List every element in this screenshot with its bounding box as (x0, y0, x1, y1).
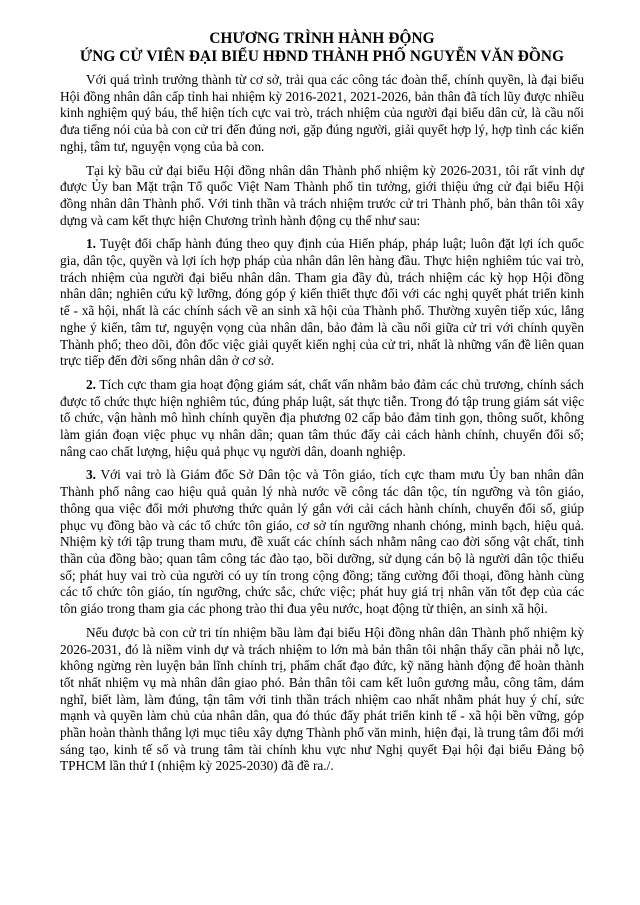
commitment-number: 2. (86, 376, 97, 392)
commitment-number: 3. (86, 467, 97, 483)
document-subtitle: ỨNG CỬ VIÊN ĐẠI BIỂU HĐND THÀNH PHỐ NGUYỄN VĂN ĐỒNG (79, 48, 565, 65)
closing-paragraph: Nếu được bà con cử tri tín nhiệm bầu làm đại biểu Hội đồng nhân dân Thành phố nhiệm kỳ 2026-2031, đó là niềm vinh dự và trách nhiệm to lớn mà bản thân tôi nhận thấy cần phải nỗ lực, không ngừng rèn luyện bản lĩnh chính trị, phẩm chất đạo đức, kỹ năng hành động để hoàn thành tốt nhất nhiệm vụ mà nhân dân giao phó. Bản thân tôi cam kết luôn gương mẫu, công tâm, dám nghĩ, biết làm, làm đúng, tận tâm với tinh thần trách nhiệm cao nhất nhằm phát huy ý chí, sức mạnh và quyền làm chủ của nhân dân, qua đó thúc đẩy phát triển kinh tế - xã hội bền vững, góp phần hoàn thành thắng lợi mục tiêu xây dựng Thành phố văn minh, hiện đại, là trung tâm đổi mới sáng tạo, kinh tế số và trung tâm tài chính khu vực như Nghị quyết Đại hội đại biểu Đảng bộ TPHCM lần thứ I (nhiệm kỳ 2025-2030) đã đề ra./. (60, 624, 584, 774)
commitment-number: 1. (86, 236, 97, 252)
intro-paragraph: Với quá trình trưởng thành từ cơ sở, trải qua các công tác đoàn thể, chính quyền, là đại biểu Hội đồng nhân dân cấp tỉnh hai nhiệm kỳ 2016-2021, 2021-2026, bản thân đã tích lũy được nhiều kinh nghiệm quý báu, thể hiện tích cực vai trò, trách nhiệm của người đại biểu dân cử, là cầu nối đưa tiếng nói của bà con cử tri đến đúng nơi, gặp đúng người, giải quyết hợp lý, hợp tình các kiến nghị, tâm tư, nguyện vọng của bà con. (60, 72, 584, 154)
commitment-text: Với vai trò là Giám đốc Sở Dân tộc và Tôn giáo, tích cực tham mưu Ủy ban nhân dân Thành phố nâng cao hiệu quả quản lý nhà nước về công tác dân tộc, tín ngưỡng và tôn giáo, thông qua việc đổi mới phương thức quản lý gắn với cải cách hành chính, chuyển đổi số, giúp phục vụ đồng bào và các tổ chức tôn giáo, cơ sở tín ngưỡng nhanh chóng, minh bạch, hiệu quả. Nhiệm kỳ tới tập trung tham mưu, đề xuất các chính sách nhằm nâng cao đời sống vật chất, tinh thần của đồng bào; quan tâm công tác đào tạo, bồi dưỡng, sử dụng cán bộ là người dân tộc thiểu số; phát huy vai trò của người có uy tín trong cộng đồng; tăng cường đối thoại, đồng hành cùng các tổ chức tôn giáo, tín ngưỡng, chức sắc, chức việc; phát huy giá trị nhân văn tốt đẹp của các tôn giáo trong tham gia các phong trào thi đua yêu nước, hoạt động từ thiện, an sinh xã hội. (60, 467, 584, 617)
commitment-item (60, 236, 584, 370)
document-title: CHƯƠNG TRÌNH HÀNH ĐỘNG (209, 30, 435, 47)
commitment-text: Tuyệt đối chấp hành đúng theo quy định của Hiến pháp, pháp luật; luôn đặt lợi ích quốc gia, dân tộc, quyền và lợi ích hợp pháp của nhân dân lên hàng đầu. Thực hiện nghiêm túc vai trò, trách nhiệm của người đại biểu nhân dân. Tham gia đầy đủ, trách nhiệm các kỳ họp Hội đồng nhân dân; nghiên cứu kỹ lưỡng, đóng góp ý kiến thiết thực đối với các nghị quyết phát triển kinh tế - xã hội, nhất là các chính sách về an sinh xã hội của Thành phố. Thường xuyên tiếp xúc, lắng nghe ý kiến, tâm tư, nguyện vọng của nhân dân, bảo đảm là cầu nối giữa cử tri với chính quyền Thành phố; theo dõi, đôn đốc việc giải quyết kiến nghị của cử tri, nhất là những vấn đề liên quan trực tiếp đến đời sống nhân dân ở cơ sở. (60, 236, 584, 369)
commitment-item (60, 377, 584, 461)
intro-paragraph: Tại kỳ bầu cử đại biểu Hội đồng nhân dân Thành phố nhiệm kỳ 2026-2031, tôi rất vinh dự được Ủy ban Mặt trận Tổ quốc Việt Nam Thành phố tin tưởng, giới thiệu ứng cử đại biểu Hội đồng nhân dân Thành phố. Với tinh thần và trách nhiệm trước cử tri Thành phố, bản thân tôi xây dựng và cam kết thực hiện Chương trình hành động cụ thể như sau: (60, 162, 584, 228)
commitment-text: Tích cực tham gia hoạt động giám sát, chất vấn nhằm bảo đảm các chủ trương, chính sách được tổ chức thực hiện nghiêm túc, đúng pháp luật, sát thực tiễn. Trong đó tập trung giám sát việc tổ chức, vận hành mô hình chính quyền địa phương 02 cấp bảo đảm tinh gọn, thông suốt, không làm gián đoạn việc phục vụ nhân dân; quan tâm thúc đẩy cải cách hành chính, chuyển đổi số; nâng cao chất lượng, hiệu quả phục vụ người dân, doanh nghiệp. (60, 376, 584, 459)
commitment-item (60, 467, 584, 617)
